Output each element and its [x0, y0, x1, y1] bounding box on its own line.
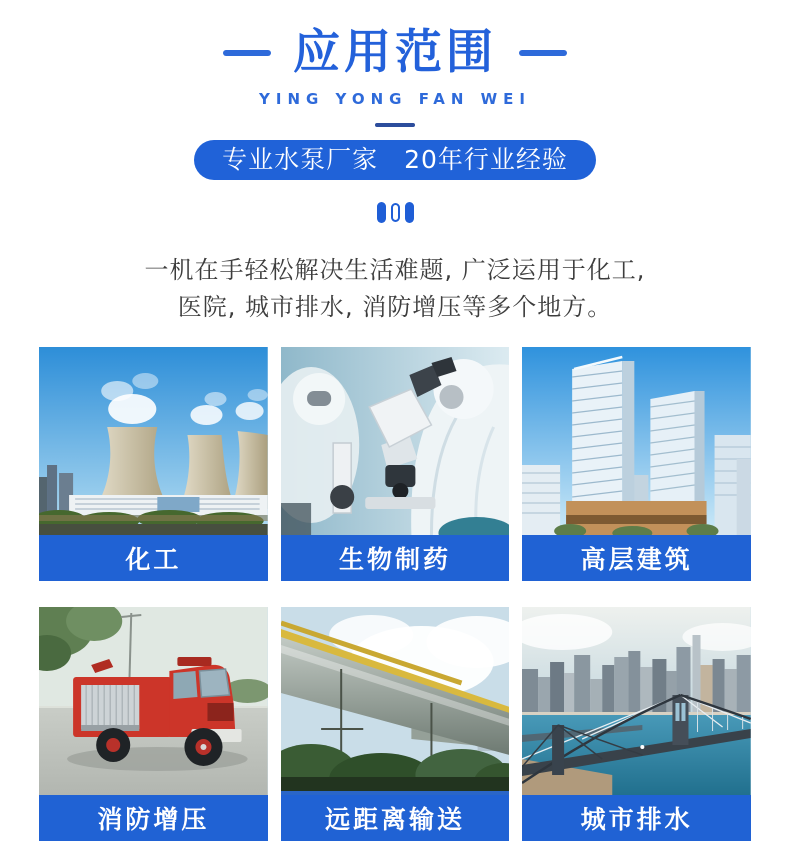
title-row: [0, 24, 790, 82]
triple-bars-icon: [0, 201, 790, 223]
app-card-biopharma: [281, 347, 510, 581]
application-grid: [39, 347, 751, 841]
pinyin-subtitle: YING YONG FAN WEI: [259, 90, 531, 108]
intro-paragraph: [0, 252, 790, 326]
left-dash-icon: [223, 50, 271, 56]
bar-filled-left: [377, 202, 386, 223]
fire-truck-image: [39, 607, 268, 795]
app-card-urban-drainage: [522, 607, 751, 841]
intro-line-2: 医院, 城市排水, 消防增压等多个地方。: [177, 293, 613, 321]
app-card-chemical: [39, 347, 268, 581]
app-card-label: 化工: [39, 535, 268, 581]
skyscrapers-image: [522, 347, 751, 535]
cooling-towers-image: [39, 347, 268, 535]
app-card-label: 高层建筑: [522, 535, 751, 581]
bar-hollow-middle: [391, 203, 400, 222]
bar-filled-right: [405, 202, 414, 223]
app-card-label: 消防增压: [39, 795, 268, 841]
intro-line-1: 一机在手轻松解决生活难题, 广泛运用于化工,: [144, 256, 646, 284]
pipelines-image: [281, 607, 510, 795]
app-card-label: 城市排水: [522, 795, 751, 841]
app-card-label: 生物制药: [281, 535, 510, 581]
page-title: 应用范围: [293, 25, 497, 80]
app-card-long-distance: [281, 607, 510, 841]
tagline-badge: 专业水泵厂家 20年行业经验: [194, 140, 596, 180]
app-card-highrise: [522, 347, 751, 581]
city-bridge-image: [522, 607, 751, 795]
app-card-label: 远距离输送: [281, 795, 510, 841]
right-dash-icon: [519, 50, 567, 56]
section-header: [0, 0, 790, 223]
app-card-fire-boost: [39, 607, 268, 841]
cleanroom-microscope-image: [281, 347, 510, 535]
